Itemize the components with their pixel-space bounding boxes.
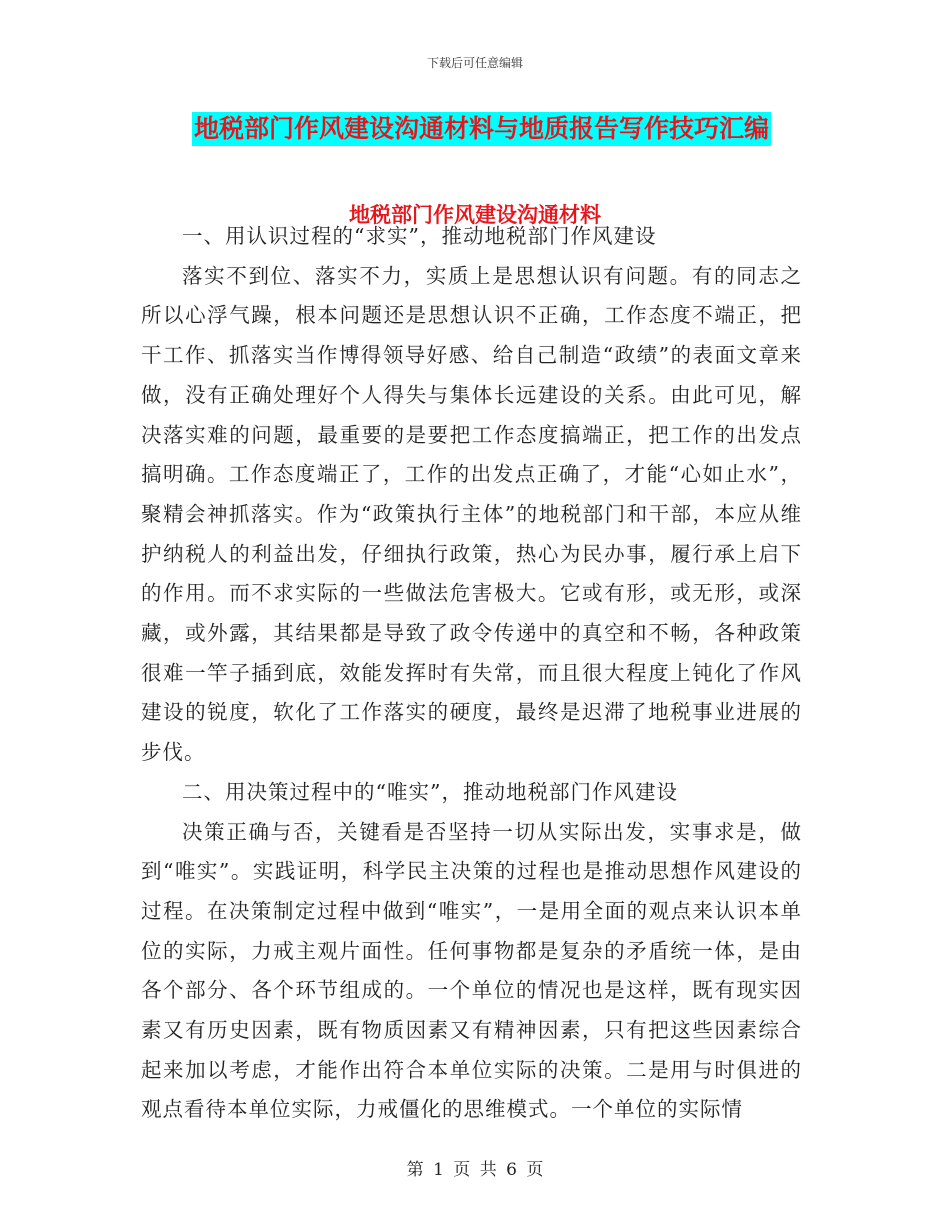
document-main-title: 地税部门作风建设沟通材料与地质报告写作技巧汇编 xyxy=(192,112,771,146)
page-header-note: 下载后可任意编辑 xyxy=(426,56,523,70)
heading-paragraph-1: 一、用认识过程的“求实”，推动地税部门作风建设 xyxy=(182,224,657,248)
page-number-footer: 第 1 页 共 6 页 xyxy=(406,1160,544,1180)
body-paragraph-2: 决策正确与否，关键看是否坚持一切从实际出发，实事求是，做到“唯实”。实践证明，科学民主决策的过程也是推动思想作风建设的过程。在决策制定过程中做到“唯实”，一是用全面的观点来认识本单位的实际，力戒主观片面性。任何事物都是复杂的矛盾统一体，是由各个部分、各个环节组成的。一个单位的情况也是这样，既有现实因素又有历史因素，既有物质因素又有精神因素，只有把这些因素综合起来加以考虑，才能作出符合本单位实际的决策。二是用与时俱进的观点看待本单位实际，力戒僵化的思维模式。一个单位的实际情 xyxy=(141,819,802,1122)
heading-paragraph-2: 二、用决策过程中的“唯实”，推动地税部门作风建设 xyxy=(182,779,678,804)
document-body xyxy=(141,217,802,1130)
section-title: 地税部门作风建设沟通材料 xyxy=(349,202,601,227)
body-paragraph-1: 落实不到位、落实不力，实质上是思想认识有问题。有的同志之所以心浮气躁，根本问题还是思想认识不正确，工作态度不端正，把干工作、抓落实当作博得领导好感、给自己制造“政绩”的表面文章来做，没有正确处理好个人得失与集体长远建设的关系。由此可见，解决落实难的问题，最重要的是要把工作态度搞端正，把工作的出发点搞明确。工作态度端正了，工作的出发点正确了，才能“心如止水”，聚精会神抓落实。作为“政策执行主体”的地税部门和干部，本应从维护纳税人的利益出发，仔细执行政策，热心为民办事，履行承上启下的作用。而不求实际的一些做法危害极大。它或有形，或无形，或深藏，或外露，其结果都是导致了政令传递中的真空和不畅，各种政策很难一竿子插到底，效能发挥时有失常，而且很大程度上钝化了作风建设的锐度，软化了工作落实的硬度，最终是迟滞了地税事业进展的步伐。 xyxy=(141,263,802,765)
